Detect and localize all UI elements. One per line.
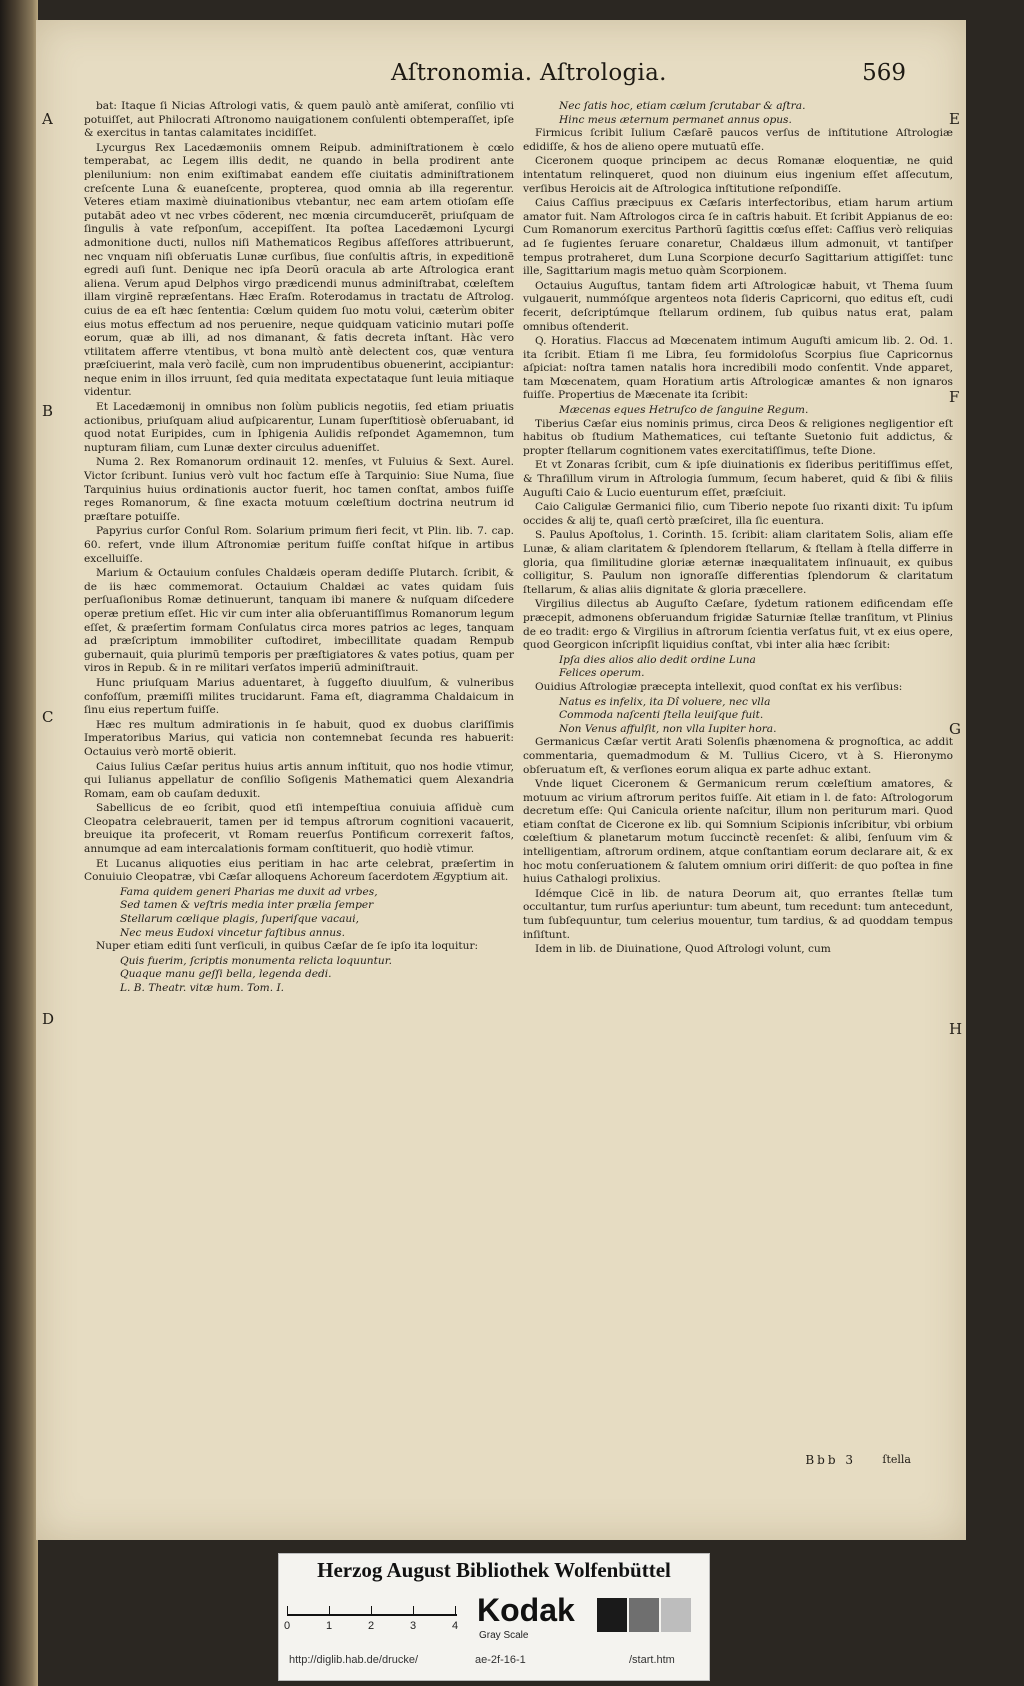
- text-paragraph: Ouidius Aſtrologiæ præcepta intellexit, quod conſtat ex his verſibus:: [535, 680, 903, 693]
- verse-line: Hinc meus æternum permanet annus opus.: [559, 113, 792, 126]
- right-column: [523, 100, 953, 958]
- scale-ruler: [287, 1596, 457, 1616]
- text-paragraph: Papyrius curſor Conſul Rom. Solarium primum fieri fecit, vt Plin. lib. 7. cap. 60. refert, vnde illum Aſtronomiæ peritum fuiſſe conſtat hiſque in artibus excelluiſſe.: [84, 525, 514, 565]
- margin-letter-c: C: [42, 708, 54, 726]
- text-paragraph: Ciceronem quoque principem ac decus Romanæ eloquentiæ, ne quid intentatum relinqueret, quod non diuinum eius ingenium eſſet aſſecutum, verſibus Heroicis ait de Aſtrologica inſtitutione reſpondiſſe.: [523, 155, 953, 195]
- library-stamp: [278, 1553, 710, 1681]
- verse-line: Felices operum.: [559, 667, 645, 680]
- book-binding: [0, 0, 38, 1686]
- margin-letter-b: B: [42, 402, 54, 420]
- text-paragraph: Idem in lib. de Diuinatione, Quod Aſtrologi volunt, cum: [535, 943, 831, 956]
- verse-line: Natus es infelix, ita Dî voluere, nec vlla: [559, 695, 771, 708]
- ruler-tick: [329, 1606, 330, 1614]
- book-page: [36, 20, 966, 1540]
- kodak-logo: Kodak: [477, 1592, 575, 1628]
- gray-swatch-dark: [597, 1598, 627, 1632]
- text-paragraph: Virgilius dilectus ab Auguſto Cæſare, ſydetum rationem edificendam eſſe præcepit, admonens obſeruandum frigidæ Saturniæ ſtellæ tranſitum, vt Plinius de eo tradit: ergo & Virgilius in aſtrorum ſcientia verſatus fuit, vt ex eius opere, quod Georgicon inſcripſit liquidius conſtat, vbi inter alia hæc ſcribit:: [523, 598, 953, 652]
- text-paragraph: Sabellicus de eo ſcribit, quod etſi intempeſtiua conuiuia aſſiduè cum Cleopatra celebrauerit, tamen per id tempus aſtrorum cognitioni vacauerit, breuique ita profecerit, vt Romam reuerſus Pontificum correxerit faſtos, annumque ad eam intercalationis formam conſtituerit, quo hodiè vtimur.: [84, 802, 514, 856]
- margin-letter-h: H: [949, 1020, 963, 1038]
- running-title: Aſtronomia. Aſtrologia.: [391, 60, 667, 86]
- verse-line: Ipſa dies alios alio dedit ordine Luna: [559, 653, 756, 666]
- margin-letter-d: D: [42, 1010, 55, 1028]
- text-paragraph: Firmicus ſcribit Iulium Cæſarẽ paucos verſus de inſtitutione Aſtrologiæ edidiſſe, & hos de alieno opere mutuatũ eſſe.: [523, 127, 953, 153]
- ruler-tick: [413, 1606, 414, 1614]
- page-number: 569: [862, 60, 906, 86]
- ruler-label: 3: [410, 1620, 417, 1632]
- verse-line: Quis fuerim, ſcriptis monumenta relicta loquuntur.: [120, 954, 392, 967]
- margin-letter-g: G: [949, 720, 961, 738]
- margin-letter-e: E: [949, 110, 960, 128]
- text-paragraph: Numa 2. Rex Romanorum ordinauit 12. menſes, vt Fuluius & Sext. Aurel. Victor ſcribunt. Iunius verò vult hoc factum eſſe à Tarquinio: Siue Numa, ſiue Tarquinius huius ordinationis auctor fuerit, hoc tamen conſtat, ambos fuiſſe reges Romanorum, & ſine exacta motuum cœleſtium doctrina neutrum id præſtare potuiſſe.: [84, 456, 514, 523]
- ruler-label: 0: [284, 1620, 291, 1632]
- text-paragraph: Et vt Zonaras ſcribit, cum & ipſe diuinationis ex ſideribus peritiſſimus eſſet, & Thraſillum virum in Aſtrologia ſummum, ſecum haberet, quid & ſibi & filiis Auguſti Caio & Lucio euenturum eſſet, præſciuit.: [523, 459, 953, 499]
- text-paragraph: Caio Caligulæ Germanici filio, cum Tiberio nepote ſuo rixanti dixit: Tu ipſum occides & alij te, quaſi certò præſciret, illa ſic euentura.: [523, 501, 953, 527]
- text-paragraph: Et Lucanus aliquoties eius peritiam in hac arte celebrat, præſertim in Conuiuio Cleopatræ, vbi Cæſar alloquens Achoreum ſacerdotem Ægyptium ait.: [84, 857, 514, 884]
- text-paragraph: Vnde liquet Ciceronem & Germanicum rerum cœleſtium amatores, & motuum ac virium aſtrorum peritos fuiſſe. Ait etiam in l. de fato: Aſtrologorum decretum eſſe: Qui Canicula oriente naſcitur, illum non periturum mari. Quod etiam conſtat de Cicerone ex lib. qui Somnium Scipionis inſcribitur, vbi orbium cœleſtium & planetarum motum ſuccinctè recenſet: & alibi, ſenſuum vim & intelligentiam, aſtrorum ordinem, atque conſtantiam eorum declarare ait, & ex hoc motu conſeruationem & ſalutem omnium oriri diſſerit: de quo poſtea in fine huius Cathalogi prolixius.: [523, 778, 953, 886]
- digilib-url: http://diglib.hab.de/drucke/: [289, 1654, 419, 1666]
- text-paragraph: Hunc priuſquam Marius aduentaret, à ſuggeſto diuulſum, & vulneribus confoſſum, præmiſſi milites trucidarunt. Fama eſt, diagramma Chaldaicum in ſinu eius repertum fuiſſe.: [84, 676, 514, 717]
- shelfmark: ae-2f-16-1: [475, 1654, 526, 1666]
- text-paragraph: Hæc res multum admirationis in ſe habuit, quod ex duobus clariſſimis Imperatoribus Marius, qui vaticia non contemnebat ſecunda res habuerit: Octauius verò mortẽ obierit.: [84, 718, 514, 758]
- text-paragraph: bat: Itaque ſi Nicias Aſtrologi vatis, & quem paulò antè amiſerat, conſilio vti potuiſſet, aut Philocrati Aſtronomo nauigationem conſulenti obtemperaſſet, ipſe & exercitus in tantas calamitates incidiſſet.: [84, 100, 514, 140]
- verse-line: Mæcenas eques Hetruſco de ſanguine Regum.: [559, 404, 809, 417]
- verse-line: Sed tamen & veſtris media inter prælia ſemper: [120, 899, 374, 912]
- ruler-tick: [287, 1606, 288, 1614]
- text-paragraph: Q. Horatius. Flaccus ad Mœcenatem intimum Auguſti amicum lib. 2. Od. 1. ita ſcribit. Etiam ſi me Libra, ſeu formidoloſus Scorpius ſiue Capricornus aſpiciat: noſtra tamen natalis hora incredibili modo conſentit. Vnde apparet, tam Mœcenatem, quam Horatium artis Aſtrologicæ amantes & non ignaros fuiſſe. Propertius de Mæcenate ita ſcribit:: [523, 335, 953, 402]
- verse-line: L. B. Theatr. vitæ hum. Tom. I.: [120, 982, 284, 994]
- gray-scale-label: Gray Scale: [479, 1630, 529, 1641]
- text-paragraph: Et Lacedæmonij in omnibus non ſolùm publicis negotiis, ſed etiam priuatis actionibus, priuſquam aliud auſpicarentur, Lunam ſuperſtitiosè obſeruabant, id quod notat Euripides, cum in Iphigenia Aulidis reſpondet Agamemnon, tum nupturam filiam, cum Lunæ dexter circulus aduenifſet.: [84, 401, 514, 454]
- text-paragraph: S. Paulus Apoſtolus, 1. Corinth. 15. ſcribit: aliam claritatem Solis, aliam eſſe Lunæ, & aliam claritatem & ſplendorem ſtellarum, & ſtellam à ſtella differre in gloria, qua ſimilitudine gloriæ æternæ inæqualitatem inſinuauit, ex quibus colligitur, S. Paulum non ignoraſſe differentias ſplendorum & claritatum ſtellarum, & alias aliis dignitate & gloria præcellere.: [523, 529, 953, 596]
- text-paragraph: Octauius Auguſtus, tantam fidem arti Aſtrologicæ habuit, vt Thema ſuum vulgauerit, nummóſque argenteos nota ſideris Capricorni, quo editus eſt, cudi fecerit, deſcriptúmque ſtellarum ordinem, ſub quibus natus erat, palam omnibus oſtenderit.: [523, 279, 953, 333]
- verse-line: Fama quidem generi Pharias me duxit ad vrbes,: [120, 885, 378, 898]
- text-paragraph: Caius Caſſius præcipuus ex Cæſaris interfectoribus, etiam harum artium amator fuit. Nam Aſtrologos circa ſe in caſtris habuit. Et ſcribit Appianus de eo: Cum Romanorum exercitus Parthorũ ſagittis cœſus eſſet: Caſſius verò reliquias ad ſe fugientes ſeruare conaretur, Chaldæus illum admonuit, vt tantiſper tempus protraheret, dum Luna Scorpione decurſo Sagittarium attigiſſet: tunc ille, Sagittarium magis metuo quàm Scorpionem.: [523, 197, 953, 278]
- margin-letter-f: F: [949, 388, 960, 406]
- verse-line: Non Venus affulſit, non vlla Iupiter hora.: [559, 722, 777, 735]
- gray-swatch-mid: [629, 1598, 659, 1632]
- ruler-label: 4: [452, 1620, 459, 1632]
- gray-swatch-light: [661, 1598, 691, 1632]
- text-paragraph: Lycurgus Rex Lacedæmoniis omnem Reipub. adminiſtrationem è cœlo temperabat, ac Legem illis dedit, ne quando in bella prodirent ante plenilunium: non enim exiſtimabat eandem eſſe ciuitatis adminiſtrationem creſcente Luna & euaneſcente, propterea, quod omnia ab illa regerentur. Veteres etiam maximè diuinationibus vtebantur, nec eam artem otioſam eſſe putabãt adeo vt nec vrbes cõderent, nec mœnia circumducerẽt, priuſquam de ſingulis à vate reſponſum, accepiſſent. Ita poſtea Lacedæmoni Lycurgi admonitione ducti, nullos niſi Mathematicos Regibus aſſeſſores attribuerunt, nec vnquam niſi obſeruatis Lunæ curſibus, ſiue conſultis aſtris, in expeditionẽ egredi auſi ſunt. Denique nec ipſa Deorũ oracula ab arte Aſtrologica erant aliena. Verum apud Delphos virgo prædicendi munus adminiſtrabat, cœleſtem illam virginẽ repræſentans. Hæc Eraſm. Roterodamus in tractatu de Aſtrolog. cuius de ea eſt hæc ſententia: Cœlum quidem ſuo motu volui, cæterùm obiter eius motus effectum ad nos peruenire, neque quidquam vaticinio mutari poſſe eorum, quæ ab illi, ad nos dimanant, & fatis decreta inſtant. Hàc vero vtilitatem afferre vtentibus, vt bona multò antè delectent cos, quæ ventura præſciuerint, mala verò facilè, cum non imprudentibus obuenerint, accipiantur: neque enim in illos irruunt, ſed quia meditata expectataque ſunt leuia mitiaque videntur.: [84, 141, 514, 399]
- text-paragraph: Tiberius Cæſar eius nominis primus, circa Deos & religiones negligentior eſt habitus ob ſtudium Mathematices, cui teſtante Suetonio fuit addictus, & propter ſtellarum cognitionem vates exercitatiſſimus, teſte Dione.: [523, 417, 953, 457]
- catchword: ſtella: [882, 1453, 911, 1466]
- verse-line: Nec ſatis hoc, etiam cælum ſcrutabar & aſtra.: [559, 100, 806, 112]
- text-paragraph: Caius Iulius Cæſar peritus huius artis annum inſtituit, quo nos hodie vtimur, qui Iulianus appellatur de conſilio Soſigenis Mathematici quem Alexandria Romam, eam ob cauſam deduxit.: [84, 760, 514, 800]
- signature-mark: Bbb 3: [805, 1453, 856, 1467]
- text-paragraph: Marium & Octauium conſules Chaldæis operam dediſſe Plutarch. ſcribit, & de iis hæc commemorat. Octauium Chaldæi ac vates quidam ſuis perſuaſionibus Romæ detinuerunt, tanquam ibi manere & nuſquam diſcedere operæ pretium eſſet. Hic vir cum inter alia obſeruantiſſimus Romanorum legum eſſet, & præſertim formam Conſulatus circa mores patrios ac leges, tanquam ad præſcriptum immobiliter cuſtodiret, imbecillitate quadam Rempub gubernauit, quia plurimũ temporis per præſtigiatores & vates potius, quam per viros in Repub. & in re militari verſatos imperiũ adminiſtrauit.: [84, 567, 514, 675]
- text-paragraph: Germanicus Cæſar vertit Arati Solenſis phænomena & prognoſtica, ac addit commentaria, quemadmodum & M. Tullius Cicero, vt à S. Hieronymo obſeruatum eſt, & verſiones eorum aliqua ex parte adhuc extant.: [523, 736, 953, 776]
- verse-line: Stellarum cœlique plagis, ſuperiſque vacaui,: [120, 913, 359, 926]
- verse-line: Nec meus Eudoxi vincetur faſtibus annus.: [120, 926, 345, 939]
- verse-line: Commoda naſcenti ſtella leuiſque fuit.: [559, 709, 764, 722]
- text-paragraph: Nuper etiam editi ſunt verſiculi, in quibus Cæſar de ſe ipſo ita loquitur:: [96, 940, 479, 953]
- margin-letter-a: A: [42, 110, 53, 128]
- verse-line: Quaque manu geſſi bella, legenda dedi.: [120, 968, 332, 981]
- ruler-label: 2: [368, 1620, 375, 1632]
- text-paragraph: Idémque Cicẽ in lib. de natura Deorum ait, quo errantes ſtellæ tum occultantur, tum rurſus aperiuntur: tum abeunt, tum recedunt: tum antecedunt, tum ſubſequuntur, tum celerius mouentur, tum tardius, & ad quoddam tempus inſiſtunt.: [523, 887, 953, 941]
- page-header: [36, 60, 966, 90]
- library-name: Herzog August Bibliothek Wolfenbüttel: [317, 1558, 671, 1582]
- ruler-label: 1: [326, 1620, 333, 1632]
- ruler-tick: [371, 1606, 372, 1614]
- ruler-tick: [455, 1606, 456, 1614]
- start-path: /start.htm: [629, 1654, 675, 1666]
- left-column: [84, 100, 514, 996]
